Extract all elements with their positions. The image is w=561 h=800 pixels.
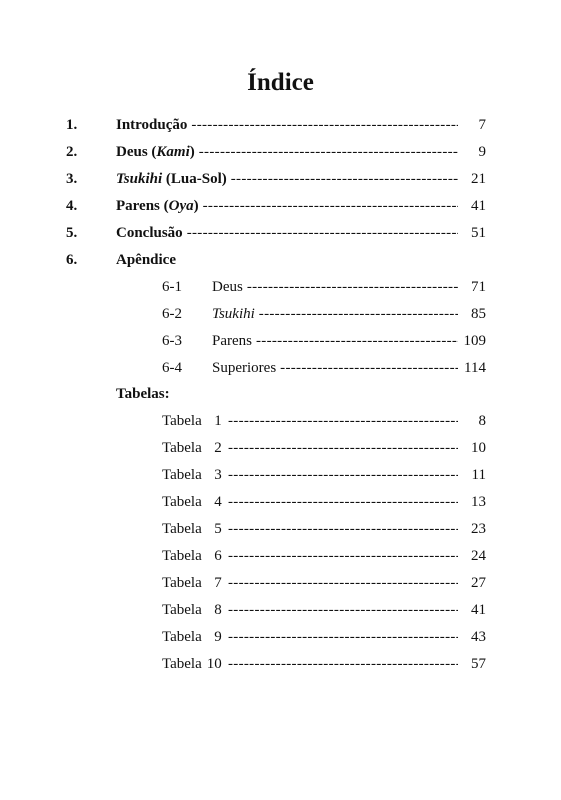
dot-leader xyxy=(228,653,458,675)
table-number: 8 xyxy=(214,602,222,618)
dot-leader xyxy=(228,464,458,486)
toc-table-entry[interactable] xyxy=(162,599,486,621)
chapter-number: 6. xyxy=(66,252,78,268)
page-number: 27 xyxy=(471,575,486,591)
dot-leader xyxy=(203,195,458,217)
dot-leader xyxy=(259,303,458,325)
chapter-title-italic: Oya xyxy=(168,198,194,214)
table-label xyxy=(162,572,222,594)
chapter-number: 5. xyxy=(66,225,78,241)
toc-table-entry[interactable] xyxy=(162,653,486,675)
chapter-title xyxy=(116,141,199,163)
chapter-title-suffix: ) xyxy=(189,144,195,160)
table-number: 3 xyxy=(214,467,222,483)
table-number: 2 xyxy=(214,440,222,456)
table-label xyxy=(162,491,222,513)
page-number: 43 xyxy=(471,629,486,645)
table-label xyxy=(162,599,222,621)
table-number: 7 xyxy=(214,575,222,591)
table-number: 6 xyxy=(214,548,222,564)
toc-entry-parens[interactable] xyxy=(66,195,486,217)
chapter-title-italic: Tsukihi xyxy=(116,171,163,187)
chapter-title xyxy=(116,168,231,190)
tables-heading: Tabelas: xyxy=(116,386,170,402)
table-label xyxy=(162,464,222,486)
table-number: 10 xyxy=(206,656,222,672)
table-label xyxy=(162,545,222,567)
toc-subentry-6-3[interactable] xyxy=(162,330,486,352)
table-label-text: Tabela xyxy=(162,413,202,429)
dot-leader xyxy=(187,222,458,244)
subentry-number: 6-3 xyxy=(162,333,182,349)
dot-leader xyxy=(256,330,458,352)
page-number: 57 xyxy=(471,656,486,672)
page-number: 51 xyxy=(471,225,486,241)
page-number: 8 xyxy=(478,413,486,429)
subentry-number: 6-2 xyxy=(162,306,182,322)
chapter-title: Conclusão xyxy=(116,225,183,241)
subentry-number: 6-4 xyxy=(162,360,182,376)
page-number: 7 xyxy=(478,117,486,133)
chapter-number: 2. xyxy=(66,144,78,160)
page-number: 10 xyxy=(471,440,486,456)
table-label xyxy=(162,626,222,648)
chapter-number: 1. xyxy=(66,117,78,133)
toc-table-entry[interactable] xyxy=(162,572,486,594)
dot-leader xyxy=(231,168,458,190)
toc-table-entry[interactable] xyxy=(162,518,486,540)
dot-leader xyxy=(228,518,458,540)
subentry-title-italic: Tsukihi xyxy=(212,306,255,322)
page-number: 71 xyxy=(471,279,486,295)
dot-leader xyxy=(228,599,458,621)
subentry-title xyxy=(212,303,259,325)
toc-table-entry[interactable] xyxy=(162,491,486,513)
dot-leader xyxy=(228,572,458,594)
toc-table-entry[interactable] xyxy=(162,437,486,459)
chapter-number: 4. xyxy=(66,198,78,214)
dot-leader xyxy=(228,545,458,567)
chapter-number: 3. xyxy=(66,171,78,187)
subentry-title: Parens xyxy=(212,333,252,349)
page-number: 23 xyxy=(471,521,486,537)
page-number: 11 xyxy=(471,467,486,483)
table-label-text: Tabela xyxy=(162,629,202,645)
table-label-text: Tabela xyxy=(162,656,202,672)
page-number: 21 xyxy=(471,171,486,187)
table-number: 5 xyxy=(214,521,222,537)
toc-entry-tsukihi[interactable] xyxy=(66,168,486,190)
table-number: 4 xyxy=(214,494,222,510)
page-number: 9 xyxy=(478,144,486,160)
table-label-text: Tabela xyxy=(162,521,202,537)
toc-subentry-6-2[interactable] xyxy=(162,303,486,325)
chapter-title-text: Deus ( xyxy=(116,144,157,160)
page-number: 85 xyxy=(471,306,486,322)
table-label-text: Tabela xyxy=(162,467,202,483)
chapter-title-italic: Kami xyxy=(156,144,190,160)
page-number: 13 xyxy=(471,494,486,510)
table-number: 1 xyxy=(214,413,222,429)
table-label xyxy=(162,653,222,675)
chapter-title-text: Parens ( xyxy=(116,198,169,214)
dot-leader xyxy=(228,437,458,459)
table-number: 9 xyxy=(214,629,222,645)
table-label xyxy=(162,518,222,540)
chapter-title: Introdução xyxy=(116,117,188,133)
toc-entry-introducao[interactable] xyxy=(66,114,486,136)
page-title: Índice xyxy=(247,69,314,96)
page-number: 41 xyxy=(471,602,486,618)
subentry-title: Superiores xyxy=(212,360,277,376)
dot-leader xyxy=(228,491,458,513)
table-label-text: Tabela xyxy=(162,548,202,564)
toc-table-entry[interactable] xyxy=(162,464,486,486)
table-label-text: Tabela xyxy=(162,440,202,456)
table-label-text: Tabela xyxy=(162,575,202,591)
dot-leader xyxy=(199,141,458,163)
dot-leader xyxy=(191,114,458,136)
table-label-text: Tabela xyxy=(162,602,202,618)
subentry-title: Deus xyxy=(212,279,243,295)
chapter-title: Apêndice xyxy=(116,252,176,268)
table-label xyxy=(162,437,222,459)
page-number: 114 xyxy=(464,360,486,376)
page-number: 24 xyxy=(471,548,486,564)
dot-leader xyxy=(280,357,458,379)
toc-table-entry[interactable] xyxy=(162,545,486,567)
chapter-title-suffix: ) xyxy=(193,198,199,214)
subentry-number: 6-1 xyxy=(162,279,182,295)
toc-table-entry[interactable] xyxy=(162,410,486,432)
dot-leader xyxy=(228,410,458,432)
table-label-text: Tabela xyxy=(162,494,202,510)
page-number: 109 xyxy=(463,333,486,349)
chapter-title-text: (Lua-Sol) xyxy=(162,171,227,187)
chapter-title xyxy=(116,195,203,217)
dot-leader xyxy=(247,276,458,298)
dot-leader xyxy=(228,626,458,648)
toc-entry-deus[interactable] xyxy=(66,141,486,163)
toc-entry-apendice[interactable] xyxy=(66,249,486,271)
toc-entry-conclusao[interactable] xyxy=(66,222,486,244)
toc-table-entry[interactable] xyxy=(162,626,486,648)
toc-subentry-6-4[interactable] xyxy=(162,357,486,379)
toc-subentry-6-1[interactable] xyxy=(162,276,486,298)
table-label xyxy=(162,410,222,432)
page-number: 41 xyxy=(471,198,486,214)
